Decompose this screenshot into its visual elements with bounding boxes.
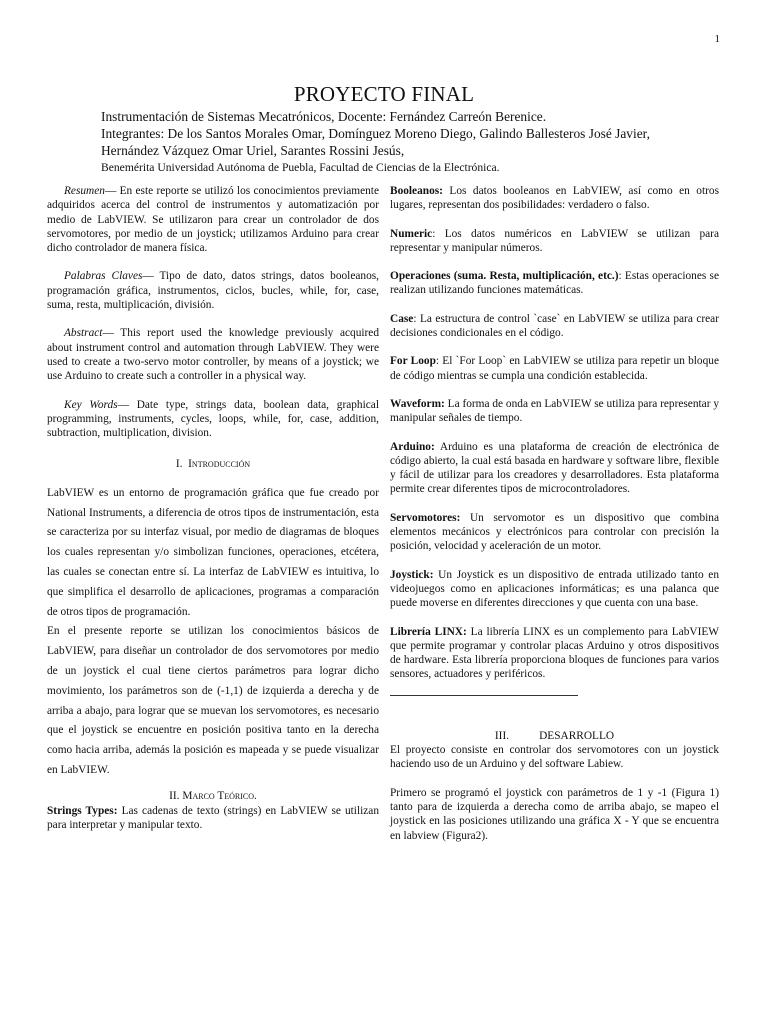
authors-line-1: Integrantes: De los Santos Morales Omar, Domínguez Moreno Diego, Galindo Ballesteros José Javier,	[101, 126, 650, 141]
intro-paragraph-2: En el presente reporte se utilizan los conocimientos básicos de LabVIEW, para diseñar un controlador de dos servomotores por medio de un joystick el cual tiene ciertos parámetros para lograr dicho movimiento, los parámetros son de (-1,1) de izquierda a derecha y de arriba a abajo, para lograr que se muevan los servomotores, es necesario que el joystick se encuentre en posición positiva tanto en la derecha como hacia arriba, además la posición es mapeada y se puede visualizar en LabVIEW.	[47, 625, 379, 776]
section-divider	[390, 695, 578, 696]
keywords-label: Key Words	[64, 398, 118, 411]
case-label: Case	[390, 312, 414, 325]
linx-text: La librería LINX es un complemento para LabVIEW que permite programar y controlar placas Arduino y otros dispositivos de hardware. Esta librería proporciona bloques de funciones para varios sensores, actuadores y periféricos.	[390, 625, 719, 681]
abstract-paragraph	[47, 326, 379, 383]
operaciones-paragraph	[390, 269, 719, 298]
joystick-paragraph	[390, 568, 719, 611]
servomotores-label: Servomotores:	[390, 511, 461, 524]
desarrollo-paragraph-1: El proyecto consiste en controlar dos servomotores con un joystick haciendo uso de un Arduino y del software Labiew.	[390, 744, 719, 771]
section-3-heading	[390, 729, 719, 743]
waveform-label: Waveform:	[390, 397, 445, 410]
numeric-text: : Los datos numéricos en LabVIEW se utilizan para representar y manipular números.	[390, 227, 719, 254]
section-2-title: Marco Teórico.	[182, 789, 257, 802]
section-1-title: Introducción	[188, 458, 251, 471]
waveform-paragraph	[390, 397, 719, 426]
resumen-text: — En este reporte se utilizó los conocimientos previamente adquiridos acerca del control de instrumentos y automatización por medio de LabVIEW. Se utilizaron para crear un controlador de dos servomotores, por medio de un joystick; utilizamos Arduino para crear dicho controlador de manera física.	[47, 185, 379, 255]
section-3-number: III.	[494, 729, 510, 742]
section-1-number: I.	[175, 458, 183, 471]
paper-title: PROYECTO FINAL	[293, 82, 475, 106]
palabras-claves-label: Palabras Claves	[64, 270, 143, 283]
section-1-heading	[47, 457, 379, 471]
numeric-label: Numeric	[390, 227, 433, 240]
section-3-title: DESARROLLO	[539, 729, 615, 742]
right-column	[390, 184, 719, 843]
booleanos-text: Los datos booleanos en LabVIEW, así como en otros lugares, representan dos posibilidades: verdadero o falso.	[390, 185, 719, 212]
linx-paragraph	[390, 625, 719, 682]
resumen-label: Resumen	[64, 185, 105, 197]
waveform-text: La forma de onda en LabVIEW se utiliza para representar y manipular señales de tiempo.	[390, 397, 719, 425]
arduino-text: Arduino es una plataforma de creación de electrónica de código abierto, la cual está basada en hardware y software libre, flexible y fácil de utilizar para los creadores y desarrolladores. Esta plataforma permite crear diferentes tipos de microcontroladores.	[390, 440, 719, 496]
arduino-paragraph	[390, 440, 719, 497]
for-loop-label: For Loop	[390, 355, 436, 368]
case-text: : La estructura de control `case` en LabVIEW se utiliza para crear decisiones condicionales en el código.	[390, 312, 719, 340]
authors-line-2: Hernández Vázquez Omar Uriel, Sarantes Rossini Jesús,	[101, 143, 405, 158]
joystick-label: Joystick:	[390, 568, 434, 581]
keywords-paragraph	[47, 398, 379, 441]
booleanos-paragraph	[390, 184, 719, 213]
abstract-label: Abstract	[64, 327, 103, 340]
resumen-paragraph	[47, 184, 379, 255]
affiliation: Benemérita Universidad Autónoma de Puebla, Facultad de Ciencias de la Electrónica.	[101, 161, 500, 174]
linx-label: Librería LINX:	[390, 625, 467, 638]
section-2-heading	[47, 789, 379, 803]
section-2-number: II.	[169, 789, 180, 802]
servomotores-paragraph	[390, 511, 719, 554]
booleanos-label: Booleanos:	[390, 185, 443, 197]
servomotores-text: Un servomotor es un dispositivo que combina elementos mecánicos y electrónicos para controlar con precisión la posición, velocidad y aceleración de un motor.	[390, 511, 719, 553]
desarrollo-paragraph-2: Primero se programó el joystick con parámetros de 1 y -1 (Figura 1) tanto para de izquierda a derecha como de arriba abajo, se mapeo el joystick en las posiciones utilizando una gráfica X - Y que se encuentra en labview (Figura2).	[390, 786, 719, 842]
joystick-text: Un Joystick es un dispositivo de entrada utilizado tanto en videojuegos como en aplicaciones informáticas; es una palanca que puede moverse en diferentes direcciones y que cuenta con una base.	[390, 568, 719, 610]
left-column	[47, 184, 379, 833]
operaciones-label: Operaciones (suma. Resta, multiplicación, etc.)	[390, 270, 619, 283]
keywords-text: — Date type, strings data, boolean data, graphical programming, instruments, cycles, loops, while, for, case, addition, subtraction, multiplication, division.	[47, 398, 379, 440]
palabras-claves-text: — Tipo de dato, datos strings, datos booleanos, programación gráfica, instrumentos, ciclos, bucles, while, for, case, suma, resta, multiplicación, división.	[47, 270, 379, 312]
strings-text: Las cadenas de texto (strings) en LabVIEW se utilizan para interpretar y manipular texto.	[47, 805, 380, 832]
arduino-label: Arduino:	[390, 440, 435, 453]
intro-paragraph-1: LabVIEW es un entorno de programación gráfica que fue creado por National Instruments, a diferencia de otros tipos de instrumentación, esta se caracteriza por su interfaz visual, por medio de diagramas de bloques los cuales representan y/o simbolizan funciones, operaciones, etcétera, las cuales se conectan entre sí. La interfaz de LabVIEW es intuitiva, lo que simplifica el desarrollo de aplicaciones, programas a comparación de otros tipos de programación.	[47, 486, 379, 618]
page-number: 1	[714, 33, 720, 45]
strings-paragraph	[47, 804, 379, 833]
course-line: Instrumentación de Sistemas Mecatrónicos, Docente: Fernández Carreón Berenice.	[101, 109, 547, 124]
operaciones-text: : Estas operaciones se realizan utilizando funciones matemáticas.	[390, 270, 719, 297]
numeric-paragraph	[390, 227, 719, 256]
for-loop-text: : El `For Loop` en LabVIEW se utiliza para repetir un bloque de código mientras se cumpla una condición establecida.	[390, 355, 719, 382]
case-paragraph	[390, 312, 719, 341]
author-block	[101, 108, 741, 176]
abstract-text: — This report used the knowledge previously acquired about instrument control and automation through LabVIEW. They were used to create a two-servo motor controller, by means of a joystick; we use Arduino to create such a controller in a physical way.	[47, 327, 379, 383]
for-loop-paragraph	[390, 354, 719, 383]
strings-label: Strings Types:	[47, 805, 118, 817]
palabras-claves-paragraph	[47, 269, 379, 312]
